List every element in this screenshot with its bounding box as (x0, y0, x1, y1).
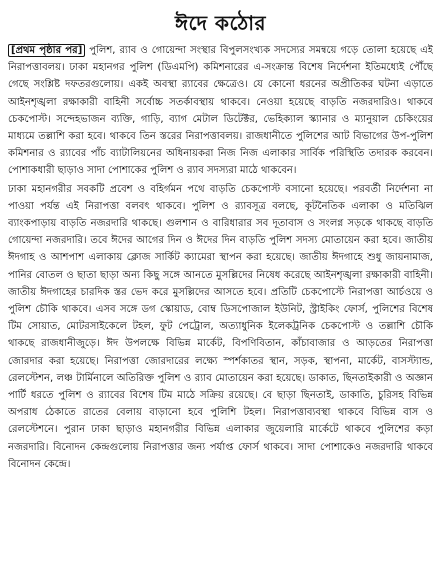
paragraph-2-text: ঢাকা মহানগরীর সবকটি প্রবেশ ও বহির্গমন পথে বাড়তি চেকপোস্ট বসানো হয়েছে। পরবর্তী নির্দেশনা না পাওয়া পর্যন্ত এই নিরাপত্তা বলবৎ থাকবে। পুলিশ ও র‌্যাবসূত্র বলছে, কূটনৈতিক এলাকা ও মতিঝিল ব্যাংকপাড়ায় বাড়তি নজরদারি থাকছে। গুলশান ও বারিধারার সব দূতাবাস ও সংলগ্ন সড়কে থাকছে বাড়তি গোয়েন্দা নজরদারি। তবে ঈদের আগের দিন ও ঈদের দিন বাড়তি পুলিশ সদস্য মোতায়েন করা হবে। জাতীয় ঈদগাহ ও আশপাশ এলাকায় ক্লোজ সার্কিট ক্যামেরা স্থাপন করা হয়েছে। জাতীয় ঈদগাহে শুধু জায়নামাজ, পানির বোতল ও ছাতা ছাড়া অন্য কিছু সঙ্গে আনতে মুসল্লিদের নিষেধ করেছে আইনশৃঙ্খলা রক্ষাকারী বাহিনী। জাতীয় ঈদগাহের চারদিক স্তর ভেদ করে মুসল্লিদের আসতে হবে। প্রতিটি চেকপোস্টে নিরাপত্তা আর্চওয়ে ও পুলিশ চৌকি থাকবে। এসব সঙ্গে ডগ স্কোয়াড, বোম্ব ডিসপোজাল ইউনিট, স্ট্রাইকিং ফোর্স, পুলিশের বিশেষ টিম সোয়াত, মোটরসাইকেলে টহল, ফুট পেট্রোল, অত্যাধুনিক ইলেকট্রনিক চেকপোস্ট ও তল্লাশি চৌকি থাকছে রাজধানীজুড়ে। ঈদ উপলক্ষে বিভিন্ন মার্কেট, বিপণিবিতান, কাঁচাবাজার ও আড়তের নিরাপত্তা জোরদার করা হয়েছে। নিরাপত্তা জোরদারের লক্ষ্যে স্পর্শকাতর স্থান, সড়ক, স্থাপনা, মার্কেট, বাসস্ট্যান্ড, রেলস্টেশন, লঞ্চ টার্মিনালে অতিরিক্ত পুলিশ ও র‌্যাব মোতায়েন করা হয়েছে। ডাকাত, ছিনতাইকারী ও অজ্ঞান পার্টি ধরতে পুলিশ ও র‌্যাবের বিশেষ টিম মাঠে সক্রিয় রয়েছে। বে ছাড়া ছিনতাই, ডাকাতি, চুরিসহ বিভিন্ন অপরাধ ঠেকাতে রাতের বেলায় বাড়ানো হবে পুলিশি টহল। নিরাপত্তাব্যবস্থা থাকবে বিভিন্ন বাস ও রেলস্টেশনে। পুরান ঢাকা ছাড়াও মহানগরীর বিভিন্ন এলাকার জুয়েলারি মার্কেটে থাকবে পুলিশের কড়া নজরদারি। বিনোদন কেন্দ্রগুলোয় নিরাপত্তার জন্য পর্যাপ্ত ফোর্স থাকবে। সাদা পোশাকেও নজরদারি থাকবে বিনোদন কেন্দ্রে। (8, 183, 433, 470)
article-paragraph-2 (8, 181, 433, 473)
article-paragraph-1 (8, 42, 433, 180)
headline: ঈদে কঠোর (174, 11, 267, 35)
continued-from-front-page-label: [প্রথম পৃষ্ঠার পর] (8, 44, 85, 57)
article-body (8, 42, 433, 473)
paragraph-1-text: পুলিশ, র‌্যাব ও গোয়েন্দা সংস্থার বিপুলসংখ্যক সদস্যের সমন্বয়ে গড়ে তোলা হয়েছে এই নিরাপত্তাবলয়। ঢাকা মহানগর পুলিশ (ডিএমপি) কমিশনারের এ-সংক্রান্ত বিশেষ নির্দেশনা ইতিমধ্যেই পৌঁছে গেছে সংশ্লিষ্ট দফতরগুলোয়। একই অবস্থা র‌্যাবের ক্ষেত্রেও। যে কোনো ধরনের অপ্রীতিকর ঘটনা এড়াতে আইনশৃঙ্খলা রক্ষাকারী বাহিনী সর্বোচ্চ সতর্কাবস্থায় থাকবে। নেওয়া হয়েছে বাড়তি নজরদারিও। থাকবে চেকপোস্ট। সন্দেহভাজন ব্যক্তি, গাড়ি, ব্যাগ মেটাল ডিটেক্টর, ভেহিক্যাল স্ক্যানার ও ম্যানুয়াল চেকিংয়ের মাধ্যমে তল্লাশি করা হবে। থাকবে তিন স্তরের নিরাপত্তাবলয়। রাজধানীতে পুলিশের আট বিভাগের উপ-পুলিশ কমিশনার ও র‌্যাবের পাঁচ ব্যাটালিয়নের অধিনায়করা নিজ নিজ এলাকার সার্বিক পরিস্থিতি তদারক করবেন। পোশাকধারী ছাড়াও সাদা পোশাকের পুলিশ ও র‌্যাব সদস্যরা মাঠে থাকবেন। (8, 45, 433, 177)
